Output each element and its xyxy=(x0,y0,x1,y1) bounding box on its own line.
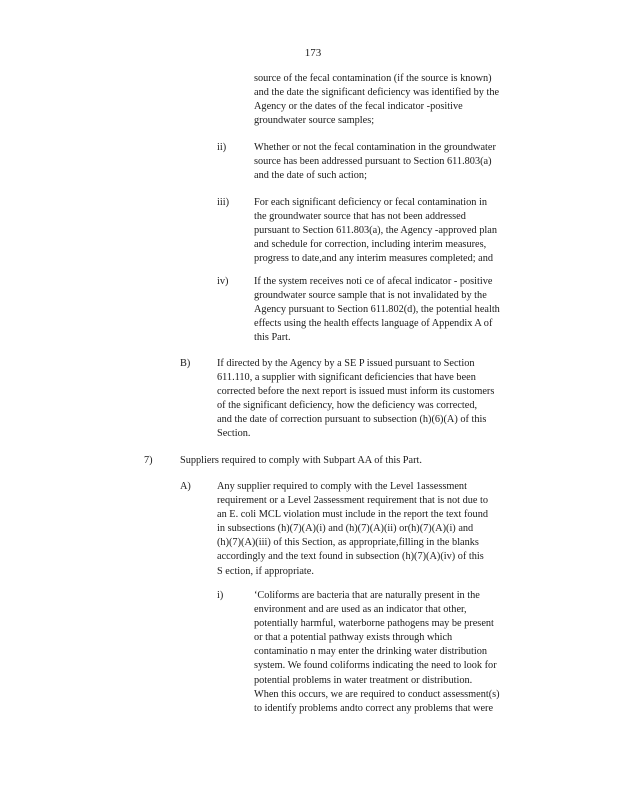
item-label-7: 7) xyxy=(144,455,153,466)
item-text-7: Suppliers required to comply with Subpart AA of this Part. xyxy=(180,455,422,466)
item-text-a: Any supplier required to comply with the Level 1assessment requirement or a Level 2assessment requirement that is not due to an E. coli MCL violation must include in the report the text found in subsections (h)(7)(A)(i) and (h)(7)(A)(ii) or(h)(7)(A)(i) and (h)(7)(A)(iii) of this Section, as appropriate,filling in the blanks accordingly and the text found in subsection (h)(7)(A)(iv) of this S ection, if appropriate. xyxy=(217,481,489,577)
item-label-ii: ii) xyxy=(217,142,227,153)
item-text-ii: Whether or not the fecal contamination in the groundwater source has been addressed pursuant to Section 611.803(a) and the date of such action; xyxy=(254,142,496,182)
item-text-i: ‘Coliforms are bacteria that are naturally present in the environment and are used as an indicator that other, potentially harmful, waterborne pathogens may be present or that a potential pathway exists through which contaminatio n may enter the drinking water distribution system. We found coliforms indicating the need to look for potential problems in water treatment or distribution. When this occurs, we are required to conduct assessment(s) to identify problems andto correct any problems that were xyxy=(254,590,500,714)
item-text-iv: If the system receives noti ce of afecal indicator - positive groundwater source sample that is not invalidated by the Agency pursuant to Section 611.802(d), the potential health effects using the health effects language of Appendix A of this Part. xyxy=(254,276,500,344)
item-label-a: A) xyxy=(180,481,191,492)
item-label-i: i) xyxy=(217,590,224,601)
page-number: 173 xyxy=(304,47,322,59)
continuation-paragraph: source of the fecal contamination (if the source is known) and the date the significant deficiency was identified by the Agency or the dates of the fecal indicator -positive groundwater source samples; xyxy=(254,73,500,127)
item-text-iii: For each significant deficiency or fecal contamination in the groundwater source that has not been addressed pursuant to Section 611.803(a), the Agency -approved plan and schedule for correction, including interim measures, progress to date,and any interim measures completed; and xyxy=(254,197,497,265)
item-label-iii: iii) xyxy=(217,197,230,208)
item-text-b: If directed by the Agency by a SE P issued pursuant to Section 611.110, a supplier with significant deficiencies that have been corrected before the next report is issued must inform its customers of the significant deficiency, how the deficiency was corrected, and the date of correction pursuant to subsection (h)(6)(A) of this Section. xyxy=(217,358,495,440)
item-label-iv: iv) xyxy=(217,276,229,287)
item-label-b: B) xyxy=(180,358,191,369)
